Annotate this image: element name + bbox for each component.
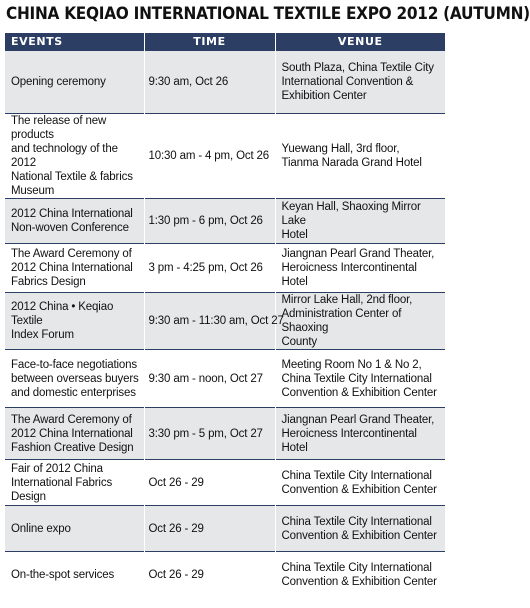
table-header-row [5,33,445,51]
event-cell: 2012 China International Non-woven Conference [5,199,144,244]
table-row [5,114,445,199]
event-cell: Online expo [5,506,144,552]
event-cell: The Award Ceremony of 2012 China International Fashion Creative Design [5,408,144,460]
venue-cell: Jiangnan Pearl Grand Theater, Heroicness Intercontinental Hotel [275,408,445,460]
venue-cell: Jiangnan Pearl Grand Theater, Heroicness Intercontinental Hotel [275,244,445,293]
time-cell: 3 pm - 4:25 pm, Oct 26 [144,244,275,293]
venue-cell: Keyan Hall, Shaoxing Mirror Lake Hotel [275,199,445,244]
event-cell: The Award Ceremony of 2012 China International Fabrics Design [5,244,144,293]
venue-cell: Mirror Lake Hall, 2nd floor, Administration Center of Shaoxing County [275,293,445,350]
event-cell: Fair of 2012 China International Fabrics Design [5,460,144,506]
schedule-table [5,33,445,597]
table-row [5,506,445,552]
time-cell: Oct 26 - 29 [144,552,275,598]
table-row [5,51,445,114]
event-cell: The release of new products and technology of the 2012 National Textile & fabrics Museum [5,114,144,199]
venue-cell: Yuewang Hall, 3rd floor, Tianma Narada Grand Hotel [275,114,445,199]
time-cell: 3:30 pm - 5 pm, Oct 27 [144,408,275,460]
venue-cell: China Textile City International Convention & Exhibition Center [275,506,445,552]
table-row [5,552,445,598]
event-cell: Opening ceremony [5,51,144,114]
page-title: CHINA KEQIAO INTERNATIONAL TEXTILE EXPO 2012 (AUTUMN) [6,4,530,23]
time-cell: 9:30 am - noon, Oct 27 [144,350,275,408]
time-cell: Oct 26 - 29 [144,506,275,552]
time-cell: 10:30 am - 4 pm, Oct 26 [144,114,275,199]
time-cell: 9:30 am, Oct 26 [144,51,275,114]
column-header-events: EVENTS [5,33,144,51]
event-cell: 2012 China • Keqiao Textile Index Forum [5,293,144,350]
time-cell: 1:30 pm - 6 pm, Oct 26 [144,199,275,244]
table-row [5,350,445,408]
time-cell: 9:30 am - 11:30 am, Oct 27 [144,293,275,350]
venue-cell: China Textile City International Convention & Exhibition Center [275,552,445,598]
column-header-venue: VENUE [275,33,445,51]
event-cell: On-the-spot services [5,552,144,598]
table-row [5,199,445,244]
venue-cell: South Plaza, China Textile City International Convention & Exhibition Center [275,51,445,114]
event-cell: Face-to-face negotiations between overseas buyers and domestic enterprises [5,350,144,408]
venue-cell: Meeting Room No 1 & No 2, China Textile City International Convention & Exhibition Center [275,350,445,408]
column-header-time: TIME [144,33,275,51]
table-row [5,460,445,506]
table-row [5,293,445,350]
venue-cell: China Textile City International Convention & Exhibition Center [275,460,445,506]
table-row [5,408,445,460]
time-cell: Oct 26 - 29 [144,460,275,506]
table-row [5,244,445,293]
